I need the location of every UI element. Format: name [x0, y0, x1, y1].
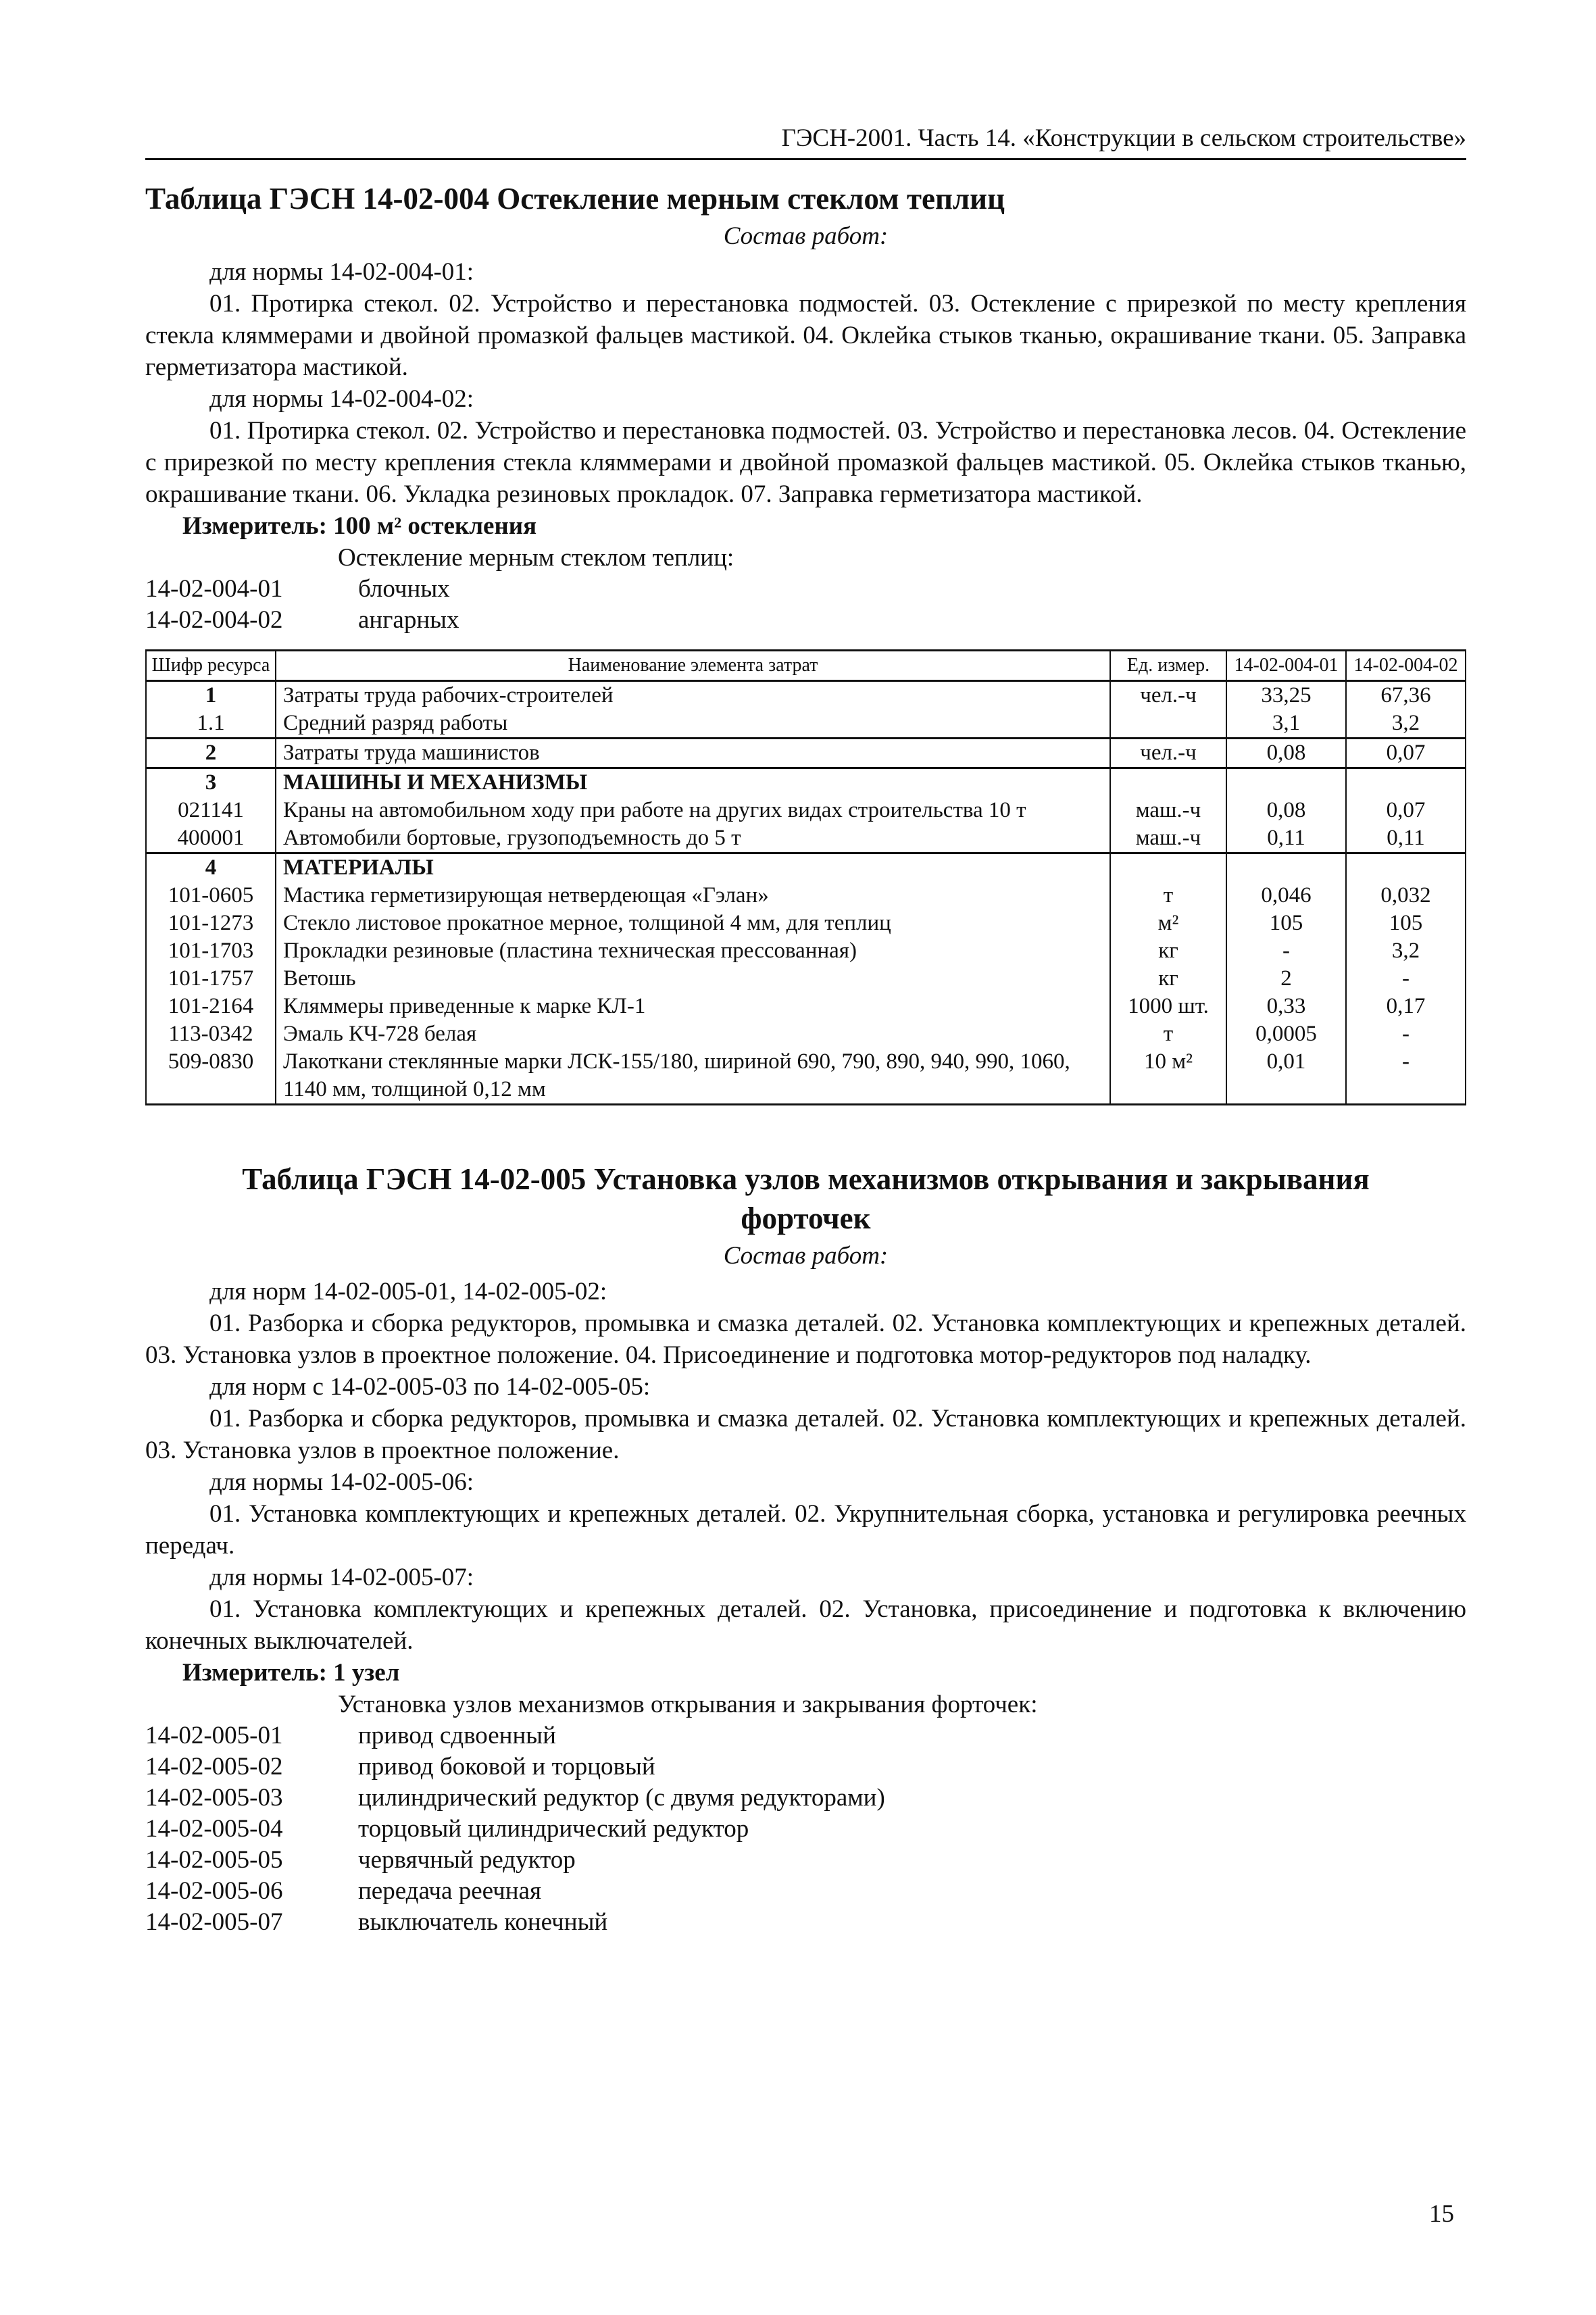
variant-row: [145, 1814, 1466, 1845]
table-row: [146, 739, 1466, 768]
row-code: 101-1703: [146, 937, 276, 965]
section1-composition-label: Состав работ:: [723, 222, 889, 250]
row-value-2: -: [1346, 1048, 1466, 1105]
row-name: Кляммеры приведенные к марке КЛ-1: [276, 993, 1110, 1020]
row-name: Затраты труда рабочих-строителей: [276, 681, 1110, 710]
row-unit: [1110, 710, 1226, 739]
page-number: 15: [1429, 2200, 1454, 2228]
variant-code: 14-02-005-02: [145, 1753, 283, 1781]
row-code: 1.1: [146, 710, 276, 739]
variant-name: передача реечная: [358, 1877, 541, 1905]
row-code: 1: [146, 681, 276, 710]
row-unit: т: [1110, 1020, 1226, 1048]
variant-name: ангарных: [358, 606, 459, 634]
row-value-2: 3,2: [1346, 937, 1466, 965]
variant-code: 14-02-005-05: [145, 1846, 283, 1874]
table-row: [146, 1048, 1466, 1105]
group-code: 4: [146, 853, 276, 882]
variant-row: [145, 1720, 1466, 1751]
variant-code: 14-02-005-06: [145, 1877, 283, 1905]
header-name: Наименование элемента затрат: [276, 651, 1110, 681]
table-group-title-row: [146, 768, 1466, 797]
row-value-1: 0,11: [1226, 824, 1346, 853]
row-unit: чел.-ч: [1110, 681, 1226, 710]
variant-name: выключатель конечный: [358, 1908, 608, 1936]
table-row: [146, 681, 1466, 710]
table-row: [146, 910, 1466, 937]
running-header: ГЭСН-2001. Часть 14. «Конструкции в сельском строительстве»: [145, 122, 1466, 160]
section2-composition-label: Состав работ:: [723, 1242, 889, 1270]
table-row: [146, 882, 1466, 910]
variant-row: [145, 1783, 1466, 1814]
row-value-2: -: [1346, 965, 1466, 993]
row-code: 021141: [146, 797, 276, 824]
header-col1: 14-02-004-01: [1226, 651, 1346, 681]
variant-row: [145, 1876, 1466, 1907]
row-name: Затраты труда машинистов: [276, 739, 1110, 768]
variant-row: [145, 605, 1466, 636]
variant-name: торцовый цилиндрический редуктор: [358, 1815, 749, 1843]
variant-code: 14-02-005-04: [145, 1815, 283, 1843]
empty-cell: [1346, 853, 1466, 882]
row-value-1: 0,08: [1226, 739, 1346, 768]
row-code: 101-1273: [146, 910, 276, 937]
row-unit: кг: [1110, 965, 1226, 993]
empty-cell: [1110, 768, 1226, 797]
group-title: МАШИНЫ И МЕХАНИЗМЫ: [276, 768, 1110, 797]
empty-cell: [1226, 768, 1346, 797]
row-code: 101-0605: [146, 882, 276, 910]
row-name: Автомобили бортовые, грузоподъемность до 5 т: [276, 824, 1110, 853]
row-value-2: 0,11: [1346, 824, 1466, 853]
row-value-1: 2: [1226, 965, 1346, 993]
variant-name: цилиндрический редуктор (с двумя редукторами): [358, 1784, 885, 1812]
row-code: 509-0830: [146, 1048, 276, 1105]
section1-norm2-text: 01. Протирка стекол. 02. Устройство и перестановка подмостей. 03. Устройство и перестановка лесов. 04. Остекление с прирезкой по месту крепления стекла кляммерами и двойной промазкой фальцев мастикой. 05. Оклейка стыков тканью, окрашивание ткани. 06. Укладка резиновых прокладок. 07. Заправка герметизатора мастикой.: [145, 417, 1466, 508]
row-value-1: 0,0005: [1226, 1020, 1346, 1048]
table-row: [146, 710, 1466, 739]
section2-norm-text: 01. Установка комплектующих и крепежных деталей. 02. Укрупнительная сборка, установка и регулировка реечных передач.: [145, 1500, 1466, 1560]
table-group-title-row: [146, 853, 1466, 882]
row-code: 101-1757: [146, 965, 276, 993]
row-value-2: 0,032: [1346, 882, 1466, 910]
section1-norm1-text: 01. Протирка стекол. 02. Устройство и перестановка подмостей. 03. Остекление с прирезкой по месту крепления стекла кляммерами и двойной промазкой фальцев мастикой. 04. Оклейка стыков тканью, окрашивание ткани. 05. Заправка герметизатора мастикой.: [145, 290, 1466, 381]
row-name: Прокладки резиновые (пластина техническая прессованная): [276, 937, 1110, 965]
variant-name: блочных: [358, 575, 450, 603]
row-unit: кг: [1110, 937, 1226, 965]
empty-cell: [1110, 853, 1226, 882]
section1-measure: Измеритель: 100 м² остекления: [182, 512, 537, 540]
variant-row: [145, 1751, 1466, 1783]
section2-title-line1: Таблица ГЭСН 14-02-005 Установка узлов механизмов открывания и закрывания: [242, 1162, 1370, 1196]
table-row: [146, 965, 1466, 993]
empty-cell: [1226, 853, 1346, 882]
row-code: 113-0342: [146, 1020, 276, 1048]
row-value-2: 0,07: [1346, 739, 1466, 768]
variant-name: привод сдвоенный: [358, 1722, 556, 1749]
row-value-2: -: [1346, 1020, 1466, 1048]
row-name: Ветошь: [276, 965, 1110, 993]
row-name: Краны на автомобильном ходу при работе на других видах строительства 10 т: [276, 797, 1110, 824]
row-value-2: 3,2: [1346, 710, 1466, 739]
section2-norm-label: для нормы 14-02-005-06:: [209, 1468, 474, 1496]
variant-row: [145, 574, 1466, 605]
table-row: [146, 1020, 1466, 1048]
row-unit: чел.-ч: [1110, 739, 1226, 768]
row-unit: маш.-ч: [1110, 797, 1226, 824]
section2-variants-caption: Установка узлов механизмов открывания и закрывания форточек:: [338, 1691, 1038, 1718]
row-value-1: 3,1: [1226, 710, 1346, 739]
row-code: 101-2164: [146, 993, 276, 1020]
row-name: Средний разряд работы: [276, 710, 1110, 739]
variant-row: [145, 1845, 1466, 1876]
section2-variant-list: [145, 1720, 1466, 1938]
variant-code: 14-02-005-03: [145, 1784, 283, 1812]
row-name: Стекло листовое прокатное мерное, толщиной 4 мм, для теплиц: [276, 910, 1110, 937]
variant-row: [145, 1907, 1466, 1938]
row-unit: т: [1110, 882, 1226, 910]
header-unit: Ед. измер.: [1110, 651, 1226, 681]
variant-code: 14-02-004-01: [145, 575, 283, 603]
row-unit: маш.-ч: [1110, 824, 1226, 853]
table-row: [146, 993, 1466, 1020]
table-row: [146, 824, 1466, 853]
variant-name: червячный редуктор: [358, 1846, 576, 1874]
row-unit: 1000 шт.: [1110, 993, 1226, 1020]
row-value-1: 0,046: [1226, 882, 1346, 910]
section2-title: [145, 1160, 1466, 1238]
header-code: Шифр ресурса: [146, 651, 276, 681]
table-row: [146, 797, 1466, 824]
row-unit: 10 м²: [1110, 1048, 1226, 1105]
row-name: Эмаль КЧ-728 белая: [276, 1020, 1110, 1048]
row-value-2: 105: [1346, 910, 1466, 937]
section1-variant-list: [145, 574, 1466, 636]
section2-measure: Измеритель: 1 узел: [182, 1659, 400, 1687]
section1-norm1-label: для нормы 14-02-004-01:: [209, 258, 474, 286]
variant-code: 14-02-004-02: [145, 606, 283, 634]
row-code: 2: [146, 739, 276, 768]
table-row: [146, 937, 1466, 965]
section1-norm2-label: для нормы 14-02-004-02:: [209, 385, 474, 413]
section2-norm-text: 01. Разборка и сборка редукторов, промывка и смазка деталей. 02. Установка комплектующих и крепежных деталей. 03. Установка узлов в проектное положение. 04. Присоединение и подготовка мотор-редукторов под наладку.: [145, 1310, 1466, 1369]
section1-title: Таблица ГЭСН 14-02-004 Остекление мерным стеклом теплиц: [145, 182, 1005, 216]
empty-cell: [1346, 768, 1466, 797]
document-page: [145, 122, 1466, 1938]
row-value-1: 33,25: [1226, 681, 1346, 710]
section2-norm-label: для норм 14-02-005-01, 14-02-005-02:: [209, 1278, 607, 1305]
row-code: 400001: [146, 824, 276, 853]
row-value-1: 105: [1226, 910, 1346, 937]
row-value-2: 67,36: [1346, 681, 1466, 710]
section2-norm-text: 01. Установка комплектующих и крепежных деталей. 02. Установка, присоединение и подготовка к включению конечных выключателей.: [145, 1595, 1466, 1655]
row-value-1: -: [1226, 937, 1346, 965]
table-header-row: [146, 651, 1466, 681]
section2-norm-label: для нормы 14-02-005-07:: [209, 1564, 474, 1591]
header-col2: 14-02-004-02: [1346, 651, 1466, 681]
row-value-2: 0,17: [1346, 993, 1466, 1020]
row-unit: м²: [1110, 910, 1226, 937]
row-name: Мастика герметизирующая нетвердеющая «Гэлан»: [276, 882, 1110, 910]
variant-name: привод боковой и торцовый: [358, 1753, 655, 1781]
row-value-2: 0,07: [1346, 797, 1466, 824]
row-name: Лакоткани стеклянные марки ЛСК-155/180, шириной 690, 790, 890, 940, 990, 1060, 1140 мм, толщиной 0,12 мм: [276, 1048, 1110, 1105]
row-value-1: 0,33: [1226, 993, 1346, 1020]
section2-norm-text: 01. Разборка и сборка редукторов, промывка и смазка деталей. 02. Установка комплектующих и крепежных деталей. 03. Установка узлов в проектное положение.: [145, 1405, 1466, 1464]
section2-title-line2: форточек: [741, 1201, 871, 1235]
group-code: 3: [146, 768, 276, 797]
variant-code: 14-02-005-07: [145, 1908, 283, 1936]
group-title: МАТЕРИАЛЫ: [276, 853, 1110, 882]
variant-code: 14-02-005-01: [145, 1722, 283, 1749]
section2-norm-label: для норм с 14-02-005-03 по 14-02-005-05:: [209, 1373, 651, 1401]
row-value-1: 0,08: [1226, 797, 1346, 824]
section1-variants-caption: Остекление мерным стеклом теплиц:: [338, 544, 734, 572]
row-value-1: 0,01: [1226, 1048, 1346, 1105]
resource-cost-table: [145, 649, 1466, 1105]
